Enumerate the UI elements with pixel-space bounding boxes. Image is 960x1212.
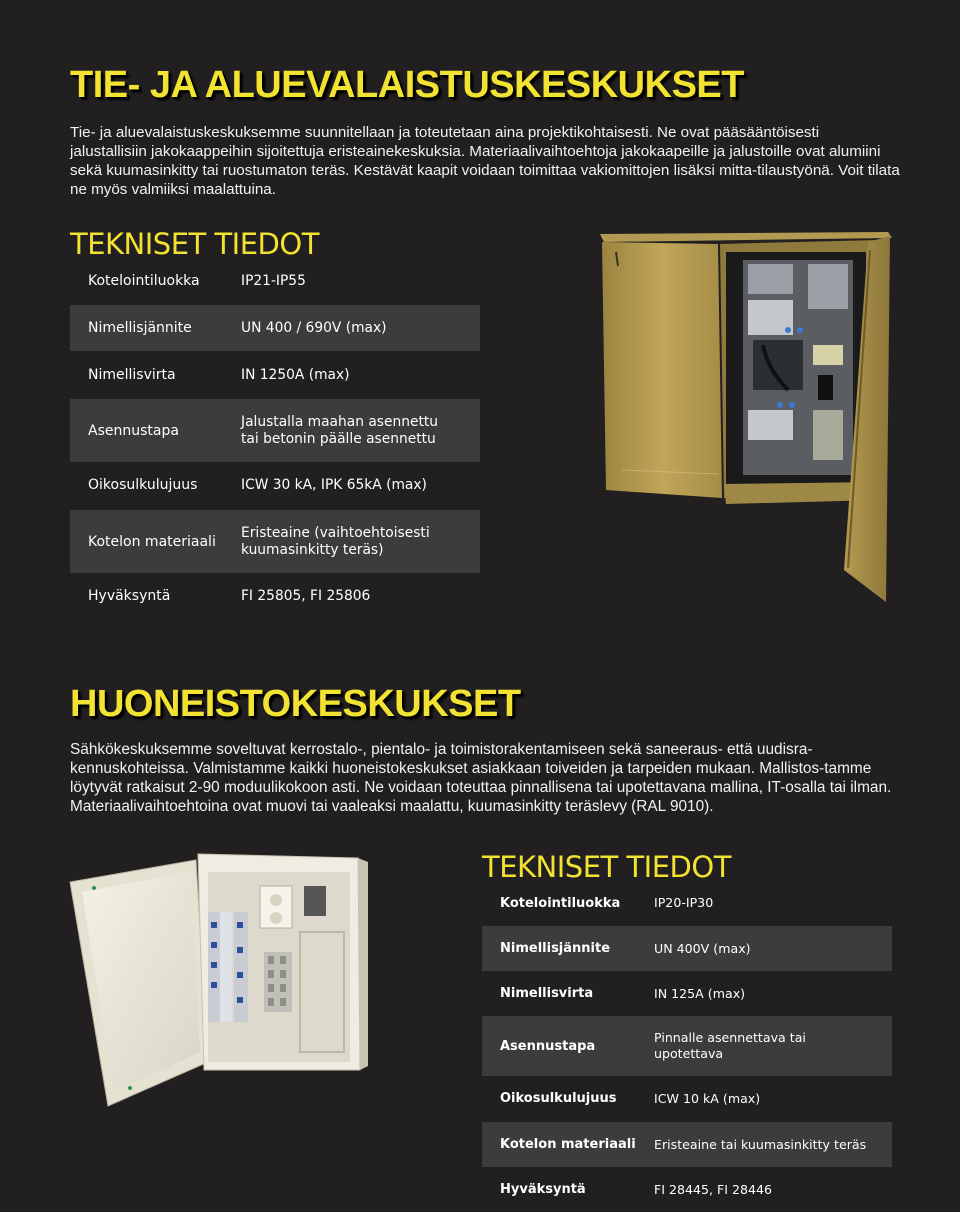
- spec-row: [70, 352, 480, 398]
- spec-row: [70, 399, 480, 462]
- spec-label: Kotelon materiaali: [88, 533, 216, 550]
- section2-intro: Sähkökeskuksemme soveltuvat kerrostalo-, pientalo- ja toimistorakentamiseen sekä saneeraus- että uudisra-kennuskohteissa. Valmistamme kaikki huoneistokeskukset asiakkaan toiveiden ja tarpeiden mukaan. Mallistos-tamme löytyvät ratkaisut 2-90 moduulikokoon asti. Ne voidaan toteuttaa pinnallisena tai upotettavana mallina, IT-osalla tai ilman. Materiaalivaihtoehtoina ovat muovi tai vaaleaksi maalattu, kuumasinkitty teräslevy (RAL 9010).: [70, 741, 892, 815]
- spec-label: Kotelon materiaali: [500, 1137, 636, 1152]
- spec-row: [482, 971, 892, 1016]
- spec-row: [482, 881, 892, 925]
- section1-specs-title: TEKNISET TIEDOT: [70, 227, 319, 261]
- spec-label: Hyväksyntä: [88, 588, 171, 604]
- spec-value: FI 25805, FI 25806: [241, 587, 371, 604]
- section2-specs-table: [482, 881, 892, 1212]
- spec-row: [482, 926, 892, 971]
- section2-title: HUONEISTOKESKUKSET: [70, 683, 521, 725]
- spec-value: FI 28445, FI 28446: [654, 1181, 773, 1197]
- spec-value: IN 1250A (max): [241, 366, 350, 383]
- spec-value: UN 400V (max): [654, 940, 751, 956]
- spec-label: Oikosulkulujuus: [500, 1091, 617, 1106]
- spec-value: UN 400 / 690V (max): [241, 319, 387, 336]
- spec-value: Eristeaine (vaihtoehtoisesti kuumasinkitty teräs): [241, 524, 430, 558]
- spec-label: Nimellisjännite: [500, 941, 611, 956]
- spec-row: [70, 258, 480, 304]
- spec-value: ICW 10 kA (max): [654, 1090, 761, 1106]
- spec-label: Asennustapa: [88, 422, 179, 439]
- spec-value: Eristeaine tai kuumasinkitty teräs: [654, 1136, 867, 1152]
- spec-row: [482, 1167, 892, 1212]
- spec-label: Nimellisvirta: [500, 986, 594, 1001]
- spec-row: [70, 305, 480, 351]
- spec-row: [482, 1122, 892, 1167]
- spec-row: [482, 1016, 892, 1076]
- spec-row: [70, 573, 480, 619]
- spec-label: Kotelointiluokka: [88, 273, 200, 289]
- spec-value: Pinnalle asennettava tai upotettava: [654, 1030, 806, 1061]
- spec-label: Kotelointiluokka: [500, 895, 621, 911]
- section1-specs-table: [70, 258, 480, 619]
- apartment-board-image: [68, 852, 370, 1108]
- spec-label: Asennustapa: [500, 1038, 596, 1054]
- spec-value: ICW 30 kA, IPK 65kA (max): [241, 476, 427, 493]
- spec-value: IN 125A (max): [654, 985, 746, 1001]
- spec-value: IP20-IP30: [654, 895, 714, 910]
- section2-specs-title: TEKNISET TIEDOT: [482, 850, 731, 884]
- spec-row: [70, 510, 480, 573]
- outdoor-cabinet-image: [598, 230, 893, 605]
- spec-value: Jalustalla maahan asennettu tai betonin päälle asennettu: [241, 413, 439, 447]
- spec-row: [482, 1076, 892, 1121]
- spec-value: IP21-IP55: [241, 272, 306, 289]
- spec-label: Nimellisvirta: [88, 367, 176, 383]
- spec-row: [70, 462, 480, 508]
- spec-label: Oikosulkulujuus: [88, 477, 198, 493]
- section1-intro: Tie- ja aluevalaistuskeskuksemme suunnitellaan ja toteutetaan aina projektikohtaisesti. Ne ovat pääsääntöisesti jalustallisiin jakokaappeihin sijoitettuja eristeainekeskuksia. Materiaalivaihtoehtoja jakokaapeille ja jalustoille ovat alumiini sekä kuumasinkitty tai ruostumaton teräs. Kestävät kaapit voidaan toimittaa vakiomittojen lisäksi mitta-tilaustyönä. Voit tilata ne myös valmiiksi maalattuina.: [70, 124, 900, 198]
- section1-title: TIE- JA ALUEVALAISTUSKESKUKSET: [70, 64, 744, 106]
- spec-label: Nimellisjännite: [88, 320, 192, 336]
- spec-label: Hyväksyntä: [500, 1182, 586, 1197]
